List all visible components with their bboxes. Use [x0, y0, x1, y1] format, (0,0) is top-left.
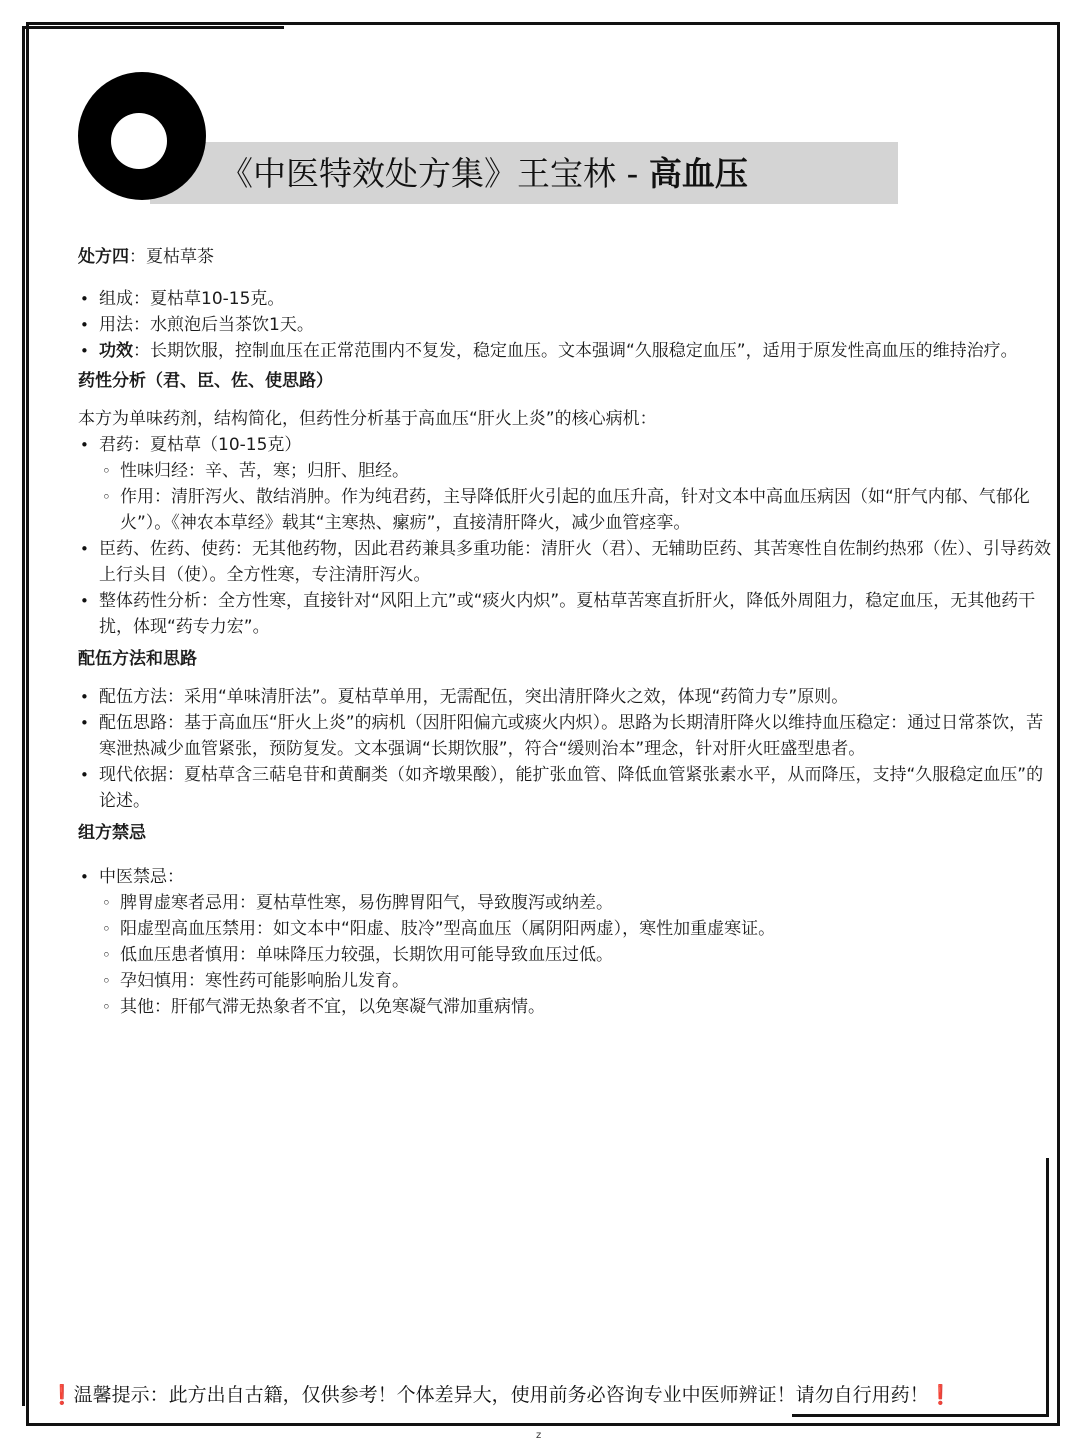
basic-label: 用法 — [99, 315, 133, 335]
list-item — [78, 338, 1058, 364]
list-item: • 臣药、佐药、使药：无其他药物，因此君药兼具多重功能：清肝火（君）、无辅助臣药、其苦寒性自佐制约热邪（佐）、引导药效上行头目（使）。全方性寒，专注清肝泻火。 — [78, 536, 1058, 588]
sub-list-item: ◦ 性味归经：辛、苦，寒；归肝、胆经。 — [78, 458, 1058, 484]
sub-list-item: ◦ 阳虚型高血压禁用：如文本中“阳虚、肢冷”型高血压（属阴阳两虚），寒性加重虚寒证。 — [78, 916, 1058, 942]
title-prefix: 《中医特效处方集》王宝林 - — [220, 154, 649, 193]
list-item: • 君药：夏枯草（10-15克） — [78, 432, 1058, 458]
sub-list-item: ◦ 孕妇慎用：寒性药可能影响胎儿发育。 — [78, 968, 1058, 994]
list-item: • 中医禁忌： — [78, 864, 1058, 890]
list-item: • 现代依据：夏枯草含三萜皂苷和黄酮类（如齐墩果酸），能扩张血管、降低血管紧张素水平，从而降压，支持“久服稳定血压”的论述。 — [78, 762, 1058, 814]
page-title — [220, 148, 748, 200]
list-item: • 整体药性分析：全方性寒，直接针对“风阳上亢”或“痰火内炽”。夏枯草苦寒直折肝火，降低外周阻力，稳定血压，无其他药干扰，体现“药专力宏”。 — [78, 588, 1058, 640]
basic-label: 功效 — [99, 341, 133, 361]
basics-list — [78, 286, 1058, 364]
list-item — [78, 286, 1058, 312]
title-emphasis: 高血压 — [648, 154, 748, 193]
prescription-name: 夏枯草茶 — [146, 247, 214, 267]
list-item: • 配伍思路：基于高血压“肝火上炎”的病机（因肝阳偏亢或痰火内炽）。思路为长期清肝降火以维持血压稳定：通过日常茶饮，苦寒泄热减少血管紧张，预防复发。文本强调“长期饮服”，符合“缓则治本”理念，针对肝火旺盛型患者。 — [78, 710, 1058, 762]
sub-list-item: ◦ 脾胃虚寒者忌用：夏枯草性寒，易伤脾胃阳气，导致腹泻或纳差。 — [78, 890, 1058, 916]
list-item: • 配伍方法：采用“单味清肝法”。夏枯草单用，无需配伍，突出清肝降火之效，体现“药简力专”原则。 — [78, 684, 1058, 710]
analysis-heading: 药性分析（君、臣、佐、使思路） — [78, 371, 333, 391]
method-heading: 配伍方法和思路 — [78, 649, 197, 669]
basic-text: ：长期饮服，控制血压在正常范围内不复发，稳定血压。文本强调“久服稳定血压”，适用于原发性高血压的维持治疗。 — [133, 341, 1018, 361]
list-item — [78, 312, 1058, 338]
prescription-heading — [78, 244, 1058, 270]
footer-warning — [50, 1380, 1040, 1410]
footer-text: 温馨提示：此方出自古籍，仅供参考！个体差异大，使用前务必咨询专业中医师辨证！请勿自行用药！ — [73, 1384, 929, 1406]
prescription-label: 处方四 — [78, 247, 129, 267]
prescription-sep: ： — [129, 247, 146, 267]
basic-label: 组成 — [99, 289, 133, 309]
sub-list-item: ◦ 低血压患者慎用：单味降压力较强，长期饮用可能导致血压过低。 — [78, 942, 1058, 968]
document-body — [78, 244, 1058, 1020]
sub-list-item: ◦ 其他：肝郁气滞无热象者不宜，以免寒凝气滞加重病情。 — [78, 994, 1058, 1020]
sub-list-item: ◦ 作用：清肝泻火、散结消肿。作为纯君药，主导降低肝火引起的血压升高，针对文本中高血压病因（如“肝气内郁、气郁化火”）。《神农本草经》载其“主寒热、瘰疬”，直接清肝降火，减少血管痉挛。 — [78, 484, 1058, 536]
frame-accent-top — [22, 26, 284, 29]
contra-heading: 组方禁忌 — [78, 823, 146, 843]
basic-text: ：夏枯草10-15克。 — [133, 289, 285, 309]
ring-logo-hole — [111, 113, 167, 169]
basic-text: ：水煎泡后当茶饮1天。 — [133, 315, 314, 335]
analysis-intro: 本方为单味药剂，结构简化，但药性分析基于高血压“肝火上炎”的核心病机： — [78, 409, 657, 429]
exclamation-icon: ❗ — [928, 1384, 953, 1406]
exclamation-icon: ❗ — [50, 1384, 74, 1406]
frame-accent-left — [22, 26, 25, 1406]
frame-accent-bottom — [792, 1414, 1049, 1417]
contra-list — [78, 864, 1058, 1020]
page-mark: z — [536, 1430, 542, 1441]
analysis-list — [78, 432, 1058, 640]
frame-accent-right — [1046, 1158, 1049, 1416]
method-list — [78, 684, 1058, 814]
